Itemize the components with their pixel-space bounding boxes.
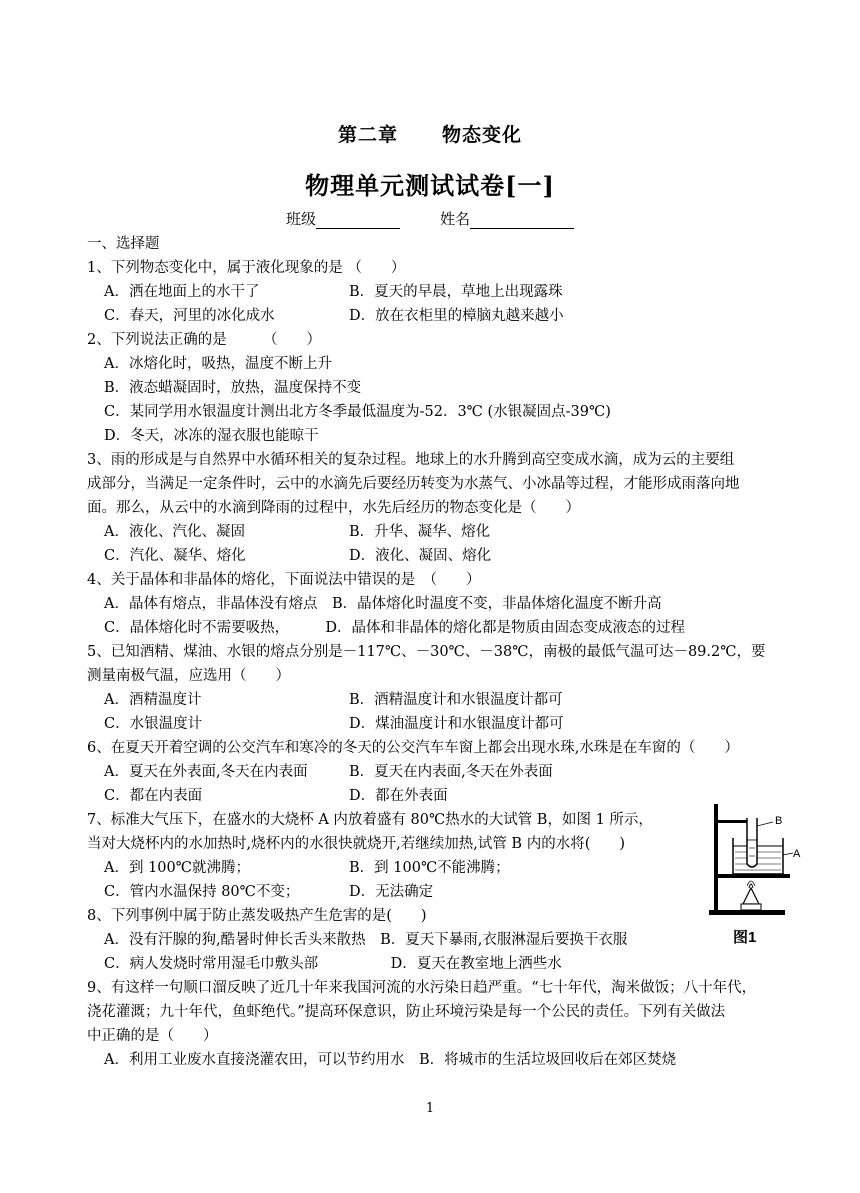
- option-c[interactable]: C．春天，河里的冰化成水: [104, 308, 275, 324]
- stem-line: 5、已知酒精、煤油、水银的熔点分别是－117℃、－30℃、－38℃，南极的最低气温可达－89.2℃，要: [87, 644, 766, 660]
- option-a[interactable]: A．到 100℃就沸腾；: [104, 860, 250, 876]
- option-row: [87, 688, 812, 712]
- question-6: [87, 736, 812, 808]
- option-line[interactable]: A．晶体有熔点，非晶体没有熔点 B．晶体熔化时温度不变，非晶体熔化温度不断升高: [104, 596, 662, 612]
- option-line[interactable]: A．冰熔化时，吸热，温度不断上升: [104, 356, 332, 372]
- question-1: [87, 256, 812, 328]
- option-line[interactable]: B．液态蜡凝固时，放热，温度保持不变: [104, 380, 362, 396]
- stem-line: 面。那么，从云中的水滴到降雨的过程中，水先后经历的物态变化是（ ）: [87, 500, 580, 516]
- option-c[interactable]: C．都在内表面: [104, 788, 203, 804]
- name-label: 姓名: [440, 210, 471, 228]
- stem-line: 2、下列说法正确的是 （ ）: [87, 332, 321, 348]
- stem-line: 1、下列物态变化中，属于液化现象的是 （ ）: [87, 260, 406, 276]
- option-line[interactable]: C．晶体熔化时不需要吸热， D．晶体和非晶体的熔化都是物质由固态变成液态的过程: [104, 620, 685, 636]
- option-a[interactable]: A．洒在地面上的水干了: [104, 284, 260, 300]
- option-line[interactable]: C．病人发烧时常用湿毛巾敷头部 D．夏天在教室地上洒些水: [104, 956, 562, 972]
- stem-line: 7、标准大气压下，在盛水的大烧杯 A 内放着盛有 80℃热水的大试管 B，如图 1 所示，: [87, 812, 653, 828]
- question-9: [87, 976, 812, 1072]
- stem-line: 成部分，当满足一定条件时，云中的水滴先后要经历转变为水蒸气、小冰晶等过程，才能形成雨落向地: [87, 476, 740, 492]
- option-line[interactable]: A．没有汗腺的狗,酷暑时伸长舌头来散热 B．夏天下暴雨,衣服淋湿后要换干衣服: [104, 932, 628, 948]
- option-b[interactable]: B．酒精温度计和水银温度计都可: [349, 692, 563, 708]
- option-d[interactable]: D．煤油温度计和水银温度计都可: [349, 716, 564, 732]
- option-row: [87, 712, 812, 736]
- option-row: [87, 280, 812, 304]
- exam-title: 物理单元测试试卷[一]: [305, 171, 555, 200]
- figure-caption: 图1: [733, 929, 757, 946]
- class-label: 班级: [285, 210, 316, 228]
- option-b[interactable]: B．夏天的早晨，草地上出现露珠: [349, 284, 563, 300]
- stem-line: 中正确的是（ ）: [87, 1028, 218, 1044]
- stem-line: 8、下列事例中属于防止蒸发吸热产生危害的是( ): [87, 908, 427, 924]
- class-blank[interactable]: [316, 212, 400, 229]
- option-row: [87, 760, 812, 784]
- student-info: [0, 208, 860, 229]
- section-heading: 一、选择题: [87, 236, 160, 252]
- option-row: [87, 520, 812, 544]
- question-3: [87, 448, 812, 568]
- option-row: [87, 304, 812, 328]
- option-d[interactable]: D．都在外表面: [349, 788, 448, 804]
- chapter-heading: [0, 120, 860, 147]
- option-line[interactable]: C．某同学用水银温度计测出北方冬季最低温度为-52．3℃ (水银凝固点-39℃): [104, 404, 611, 420]
- option-d[interactable]: D．无法确定: [349, 884, 434, 900]
- option-c[interactable]: C．汽化、凝华、熔化: [104, 548, 246, 564]
- question-4: [87, 568, 812, 640]
- question-stem: [87, 256, 812, 280]
- option-c[interactable]: C．管内水温保持 80℃不变；: [104, 884, 300, 900]
- option-b[interactable]: B．升华、凝华、熔化: [349, 524, 491, 540]
- stem-line: 6、在夏天开着空调的公交汽车和寒冷的冬天的公交汽车车窗上都会出现水珠,水珠是在车窗的（ ）: [87, 740, 739, 756]
- stem-line: 当对大烧杯内的水加热时,烧杯内的水很快就烧开,若继续加热,试管 B 内的水将( ): [87, 836, 626, 852]
- chapter-number: 第二章: [337, 124, 398, 146]
- stem-line: 浇花灌溉；九十年代，鱼虾绝代。”提高环保意识，防止环境污染是每一个公民的责任。下列有关做法: [87, 1004, 726, 1020]
- option-c[interactable]: C．水银温度计: [104, 716, 203, 732]
- name-blank[interactable]: [470, 212, 574, 229]
- stem-line: 测量南极气温，应选用（ ）: [87, 668, 290, 684]
- option-a[interactable]: A．夏天在外表面,冬天在内表面: [104, 764, 308, 780]
- chapter-name: 物态变化: [442, 124, 523, 146]
- option-b[interactable]: B．到 100℃不能沸腾；: [349, 860, 510, 876]
- question-stem: [87, 328, 812, 352]
- option-a[interactable]: A．酒精温度计: [104, 692, 202, 708]
- option-d[interactable]: D．液化、凝固、熔化: [349, 548, 492, 564]
- figure-1-apparatus: [703, 800, 807, 950]
- question-stem: [87, 568, 812, 592]
- stem-line: 3、雨的形成是与自然界中水循环相关的复杂过程。地球上的水升腾到高空变成水滴，成为云的主要组: [87, 452, 735, 468]
- page-number: 1: [425, 1101, 435, 1116]
- option-a[interactable]: A．液化、汽化、凝固: [104, 524, 245, 540]
- label-b: B: [775, 815, 783, 827]
- option-d[interactable]: D．放在衣柜里的樟脑丸越来越小: [349, 308, 564, 324]
- option-b[interactable]: B．夏天在内表面,冬天在外表面: [349, 764, 553, 780]
- question-2: [87, 328, 812, 448]
- question-stem: [87, 640, 812, 688]
- question-stem: [87, 736, 812, 760]
- question-5: [87, 640, 812, 736]
- stem-line: 4、关于晶体和非晶体的熔化，下面说法中错误的是 （ ）: [87, 572, 481, 588]
- option-line[interactable]: D．冬天，冰冻的湿衣服也能晾干: [104, 428, 319, 444]
- option-line[interactable]: A．利用工业废水直接浇灌农田，可以节约用水 B．将城市的生活垃圾回收后在郊区焚烧: [104, 1052, 677, 1068]
- option-row: [87, 544, 812, 568]
- stem-line: 9、有这样一句顺口溜反映了近几十年来我国河流的水污染日趋严重。“七十年代，淘米做饭；八十年代，: [87, 980, 757, 996]
- question-stem: [87, 976, 812, 1048]
- label-a: A: [793, 848, 801, 860]
- question-stem: [87, 448, 812, 520]
